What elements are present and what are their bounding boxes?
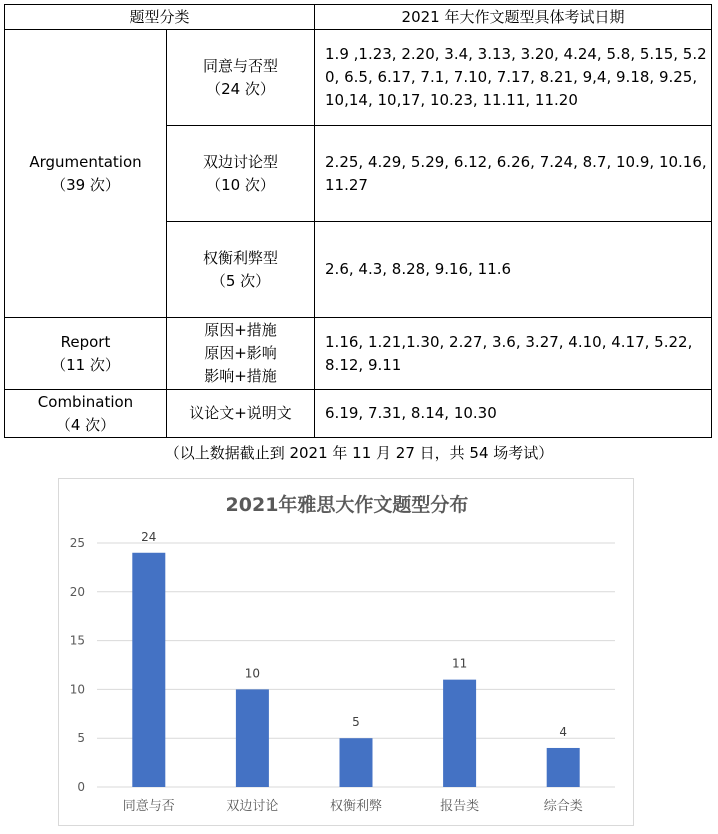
data-label: 24: [141, 529, 157, 544]
group-name: Report: [60, 332, 111, 351]
subtype-line: 影响+措施: [204, 367, 277, 385]
group-count: （11 次）: [51, 355, 120, 374]
header-category: 题型分类: [5, 5, 315, 30]
dates-report: 1.16, 1.21,1.30, 2.27, 3.6, 3.27, 4.10, 4.17, 5.22, 8.12, 9.11: [315, 318, 712, 390]
x-tick-label: 双边讨论: [226, 799, 279, 814]
subtype-name: 同意与否型: [203, 56, 279, 75]
group-name: Argumentation: [29, 152, 142, 171]
bar-chart: [59, 479, 635, 827]
y-tick-label: 15: [69, 633, 85, 648]
subtype-agree-disagree: [167, 30, 315, 126]
y-tick-label: 20: [69, 584, 85, 599]
data-note: （以上数据截止到 2021 年 11 月 27 日，共 54 场考试）: [164, 444, 554, 462]
data-label: 5: [352, 715, 360, 730]
subtype-name: 双边讨论型: [203, 152, 279, 171]
subtype-line: 原因+措施: [204, 321, 277, 339]
dates-discussion: 2.25, 4.29, 5.29, 6.12, 6.26, 7.24, 8.7, 10.9, 10.16, 11.27: [315, 126, 712, 222]
data-label: 10: [244, 666, 261, 681]
exam-type-table: [4, 4, 712, 438]
dates-combination: 6.19, 7.31, 8.14, 10.30: [315, 390, 712, 438]
y-tick-label: 10: [69, 682, 85, 697]
chart-frame: [58, 478, 634, 826]
subtype-count: （10 次）: [206, 175, 275, 194]
x-tick-label: 报告类: [440, 799, 480, 814]
x-tick-label: 权衡利弊: [329, 799, 383, 814]
x-tick-label: 综合类: [543, 799, 583, 814]
subtype-report: [167, 318, 315, 390]
group-name: Combination: [37, 392, 134, 411]
group-report: [5, 318, 167, 390]
subtype-name: 权衡利弊型: [203, 248, 279, 267]
group-argumentation: [5, 30, 167, 318]
header-dates: 2021 年大作文题型具体考试日期: [315, 5, 712, 30]
x-tick-label: 同意与否: [122, 799, 175, 814]
subtype-line: 原因+影响: [204, 344, 277, 362]
group-count: （39 次）: [51, 175, 120, 194]
subtype-advantages: [167, 222, 315, 318]
data-label: 11: [451, 656, 468, 671]
subtype-combination: 议论文+说明文: [167, 390, 315, 438]
bar-4: [547, 748, 580, 787]
bar-2: [340, 738, 373, 787]
subtype-count: （24 次）: [206, 79, 275, 98]
subtype-discussion: [167, 126, 315, 222]
bar-0: [132, 553, 165, 787]
group-count: （4 次）: [55, 415, 116, 434]
dates-advantages: 2.6, 4.3, 8.28, 9.16, 11.6: [315, 222, 712, 318]
y-tick-label: 25: [69, 536, 85, 550]
bar-1: [236, 689, 269, 787]
group-combination: [5, 390, 167, 438]
data-label: 4: [559, 724, 568, 739]
bar-3: [443, 680, 476, 787]
chart-title: 2021年雅思大作文题型分布: [225, 494, 469, 516]
subtype-count: （5 次）: [210, 271, 271, 290]
dates-agree-disagree: 1.9 ,1.23, 2.20, 3.4, 3.13, 3.20, 4.24, 5.8, 5.15, 5.20, 6.5, 6.17, 7.1, 7.10, 7.17, 8.21, 9,4, 9.18, 9.25, 10,14, 10,17, 10.23, 11.11, 11.20: [315, 30, 712, 126]
y-tick-label: 5: [77, 731, 85, 746]
y-tick-label: 0: [77, 780, 85, 794]
